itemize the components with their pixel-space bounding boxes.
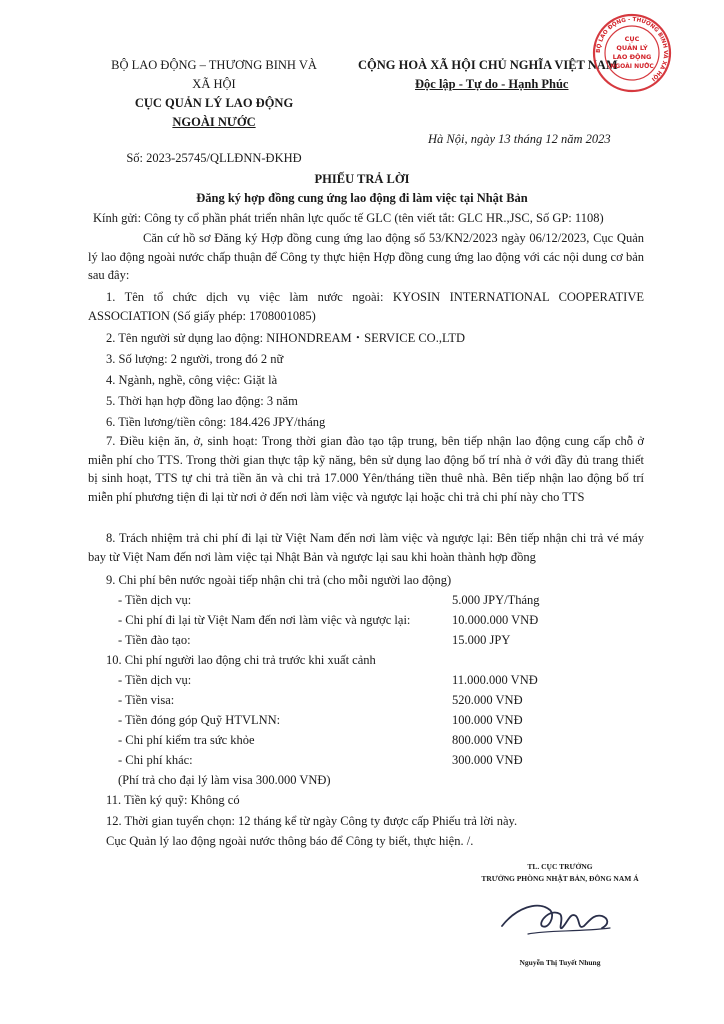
item-10-heading: 10. Chi phí người lao động chi trả trước khi xuất cảnh xyxy=(106,653,376,667)
item-10-row-value: 520.000 VNĐ xyxy=(452,693,523,707)
national-motto: Độc lập - Tự do - Hạnh Phúc xyxy=(415,77,569,91)
handwritten-signature xyxy=(498,890,618,945)
department-name-line1: CỤC QUẢN LÝ LAO ĐỘNG xyxy=(134,96,294,110)
department-name-line2: NGOÀI NƯỚC xyxy=(172,115,256,129)
signer-name: Nguyễn Thị Tuyết Nhung xyxy=(519,958,601,967)
item-10-row xyxy=(118,751,193,769)
item-9-heading: 9. Chi phí bên nước ngoài tiếp nhận chi trả (cho mỗi người lao động) xyxy=(106,573,452,587)
item-10-row-value: 100.000 VNĐ xyxy=(452,713,523,727)
ministry-name-line2: XÃ HỘI xyxy=(192,77,236,91)
item-7: 7. Điều kiện ăn, ở, sinh hoạt: Trong thời gian đào tạo tập trung, bên tiếp nhận lao động cung cấp chỗ ở miễn phí cho TTS. Trong thời gian thực tập kỹ năng, bên sử dụng lao động bố trí nhà ở với đầy đủ trang thiết bị sinh hoạt, TTS tự chi trả tiền ăn và chi trả 17.000 Yên/tháng tiền thuê nhà. Bên tiếp nhận lao động bố trí miễn phí phương tiện đi lại từ nơi ở đến nơi làm việc và ngược lại hoặc chi trả chi phí này cho TTS xyxy=(88,434,644,504)
item-10-note: (Phí trả cho đại lý làm visa 300.000 VNĐ) xyxy=(118,773,331,787)
cost-label: - Chi phí đi lại từ Việt Nam đến nơi làm việc và ngược lại: xyxy=(118,613,411,627)
item-8: 8. Trách nhiệm trả chi phí đi lại từ Việt Nam đến nơi làm việc và ngược lại: Bên tiếp nhận chi trả vé máy bay từ Việt Nam đến nơi làm việc tại Nhật Bản và ngược lại sau khi hoàn thành hợp đồng xyxy=(88,531,644,564)
national-title: CỘNG HOÀ XÃ HỘI CHỦ NGHĨA VIỆT NAM xyxy=(358,58,618,72)
seal-ring-text: BỘ LAO ĐỘNG - THƯƠNG BINH VÀ XÃ HỘI xyxy=(595,16,669,82)
cost-label: - Tiền đóng góp Quỹ HTVLNN: xyxy=(118,713,281,727)
item-9-row xyxy=(118,631,191,649)
issue-date: Hà Nội, ngày 13 tháng 12 năm 2023 xyxy=(428,132,611,146)
document-title: PHIẾU TRẢ LỜI xyxy=(314,172,410,186)
closing-note: Cục Quản lý lao động ngoài nước thông báo để Công ty biết, thực hiện. /. xyxy=(106,834,474,848)
item-10-row xyxy=(118,731,255,749)
item-11: 11. Tiền ký quỹ: Không có xyxy=(106,793,240,807)
cost-label: - Chi phí khác: xyxy=(118,753,193,767)
seal-center-line4: NGOÀI NƯỚC xyxy=(610,63,654,70)
addressee: Kính gửi: Công ty cổ phần phát triển nhân lực quốc tế GLC (tên viết tắt: GLC HR.,JSC, Số GP: 1108) xyxy=(93,211,604,225)
item-4: 4. Ngành, nghề, công việc: Giặt là xyxy=(106,373,278,387)
item-9-row xyxy=(118,611,410,629)
item-10-row-value: 300.000 VNĐ xyxy=(452,753,523,767)
cost-label: - Tiền visa: xyxy=(118,693,175,707)
item-12: 12. Thời gian tuyển chọn: 12 tháng kể từ ngày Công ty được cấp Phiếu trả lời này. xyxy=(106,814,518,828)
item-10-row xyxy=(118,691,174,709)
item-2: 2. Tên người sử dụng lao động: NIHONDREAM・SERVICE CO.,LTD xyxy=(106,331,466,345)
ministry-name-line1: BỘ LAO ĐỘNG – THƯƠNG BINH VÀ xyxy=(111,58,317,72)
item-10-row-value: 800.000 VNĐ xyxy=(452,733,523,747)
cost-label: - Tiền dịch vụ: xyxy=(118,593,192,607)
intro-paragraph: Căn cứ hồ sơ Đăng ký Hợp đồng cung ứng lao động số 53/KN2/2023 ngày 06/12/2023, Cục Quản lý lao động ngoài nước chấp thuận để Công ty thực hiện Hợp đồng cung ứng lao động với các nội dung cơ bản sau đây: xyxy=(88,231,644,282)
item-10-row xyxy=(118,711,280,729)
seal-center-line2: QUẢN LÝ xyxy=(616,44,648,52)
cost-label: - Tiền đào tạo: xyxy=(118,633,191,647)
seal-center-line1: CỤC xyxy=(624,35,640,43)
item-1: 1. Tên tổ chức dịch vụ việc làm nước ngoài: KYOSIN INTERNATIONAL COOPERATIVE ASSOCIATION (Số giấy phép: 1708001085) xyxy=(88,290,644,323)
item-9-row-value: 10.000.000 VNĐ xyxy=(452,613,539,627)
item-5: 5. Thời hạn hợp đồng lao động: 3 năm xyxy=(106,394,298,408)
item-6: 6. Tiền lương/tiền công: 184.426 JPY/tháng xyxy=(106,415,326,429)
document-number: Số: 2023-25745/QLLĐNN-ĐKHĐ xyxy=(126,151,302,165)
left-header xyxy=(100,56,328,132)
item-3: 3. Số lượng: 2 người, trong đó 2 nữ xyxy=(106,352,284,366)
item-9-row-value: 15.000 JPY xyxy=(452,633,511,647)
item-10-row xyxy=(118,671,191,689)
red-seal-stamp xyxy=(591,12,673,94)
seal-center-line3: LAO ĐỘNG xyxy=(612,53,652,61)
item-9-row xyxy=(118,591,191,609)
cost-label: - Tiền dịch vụ: xyxy=(118,673,192,687)
signer-authority: TL. CỤC TRƯỞNG xyxy=(527,862,593,871)
item-10-row-value: 11.000.000 VNĐ xyxy=(452,673,538,687)
cost-label: - Chi phí kiểm tra sức khỏe xyxy=(118,733,255,747)
document-subtitle: Đăng ký hợp đồng cung ứng lao động đi làm việc tại Nhật Bản xyxy=(196,191,528,205)
item-9-row-value: 5.000 JPY/Tháng xyxy=(452,593,540,607)
signer-position: TRƯỞNG PHÒNG NHẬT BẢN, ĐÔNG NAM Á xyxy=(481,874,639,883)
